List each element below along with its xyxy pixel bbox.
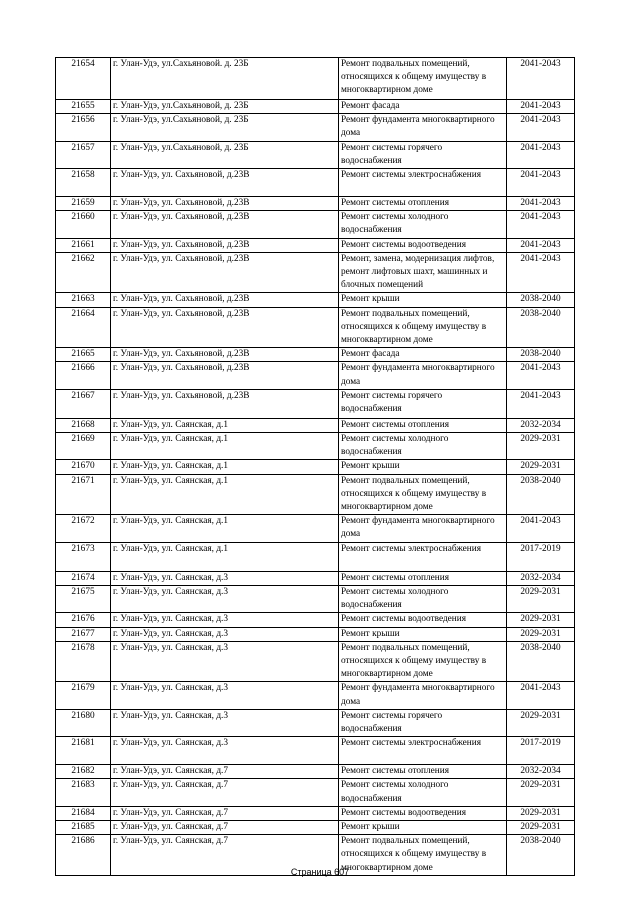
period-cell: 2041-2043 [507, 682, 575, 709]
table-row [56, 515, 575, 542]
work-type-cell: Ремонт системы горячего водоснабжения [339, 141, 507, 168]
table-row [56, 58, 575, 100]
table-body [56, 58, 575, 876]
period-cell: 2032-2034 [507, 765, 575, 779]
work-type-cell: Ремонт крыши [339, 460, 507, 474]
period-cell: 2041-2043 [507, 389, 575, 418]
period-cell: 2032-2034 [507, 418, 575, 432]
period-cell: 2041-2043 [507, 238, 575, 252]
period-cell: 2017-2019 [507, 542, 575, 571]
address-cell: г. Улан-Удэ, ул. Сахьяновой, д.23В [111, 238, 339, 252]
work-type-cell: Ремонт системы электроснабжения [339, 169, 507, 197]
record-id: 21674 [56, 571, 111, 585]
period-cell: 2041-2043 [507, 197, 575, 211]
address-cell: г. Улан-Удэ, ул. Саянская, д.1 [111, 433, 339, 460]
address-cell: г. Улан-Удэ, ул. Сахьяновой, д.23В [111, 211, 339, 238]
record-id: 21679 [56, 682, 111, 709]
address-cell: г. Улан-Удэ, ул. Саянская, д.3 [111, 709, 339, 736]
table-row [56, 238, 575, 252]
address-cell: г. Улан-Удэ, ул. Саянская, д.3 [111, 613, 339, 627]
table-row [56, 641, 575, 682]
record-id: 21681 [56, 737, 111, 765]
record-id: 21656 [56, 114, 111, 141]
table-row [56, 307, 575, 348]
address-cell: г. Улан-Удэ, ул. Саянская, д.1 [111, 542, 339, 571]
record-id: 21678 [56, 641, 111, 682]
record-id: 21671 [56, 474, 111, 515]
period-cell: 2041-2043 [507, 211, 575, 238]
table-row [56, 820, 575, 834]
page-number: Страница 607 [290, 867, 350, 877]
record-id: 21680 [56, 709, 111, 736]
address-cell: г. Улан-Удэ, ул. Сахьяновой, д.23В [111, 169, 339, 197]
table-row [56, 433, 575, 460]
work-type-cell: Ремонт системы горячего водоснабжения [339, 389, 507, 418]
address-cell: г. Улан-Удэ, ул. Саянская, д.7 [111, 820, 339, 834]
record-id: 21658 [56, 169, 111, 197]
table-row [56, 141, 575, 168]
period-cell: 2041-2043 [507, 362, 575, 389]
period-cell: 2041-2043 [507, 141, 575, 168]
table-row [56, 169, 575, 197]
work-type-cell: Ремонт системы холодного водоснабжения [339, 585, 507, 612]
address-cell: г. Улан-Удэ, ул. Сахьяновой, д.23В [111, 389, 339, 418]
address-cell: г. Улан-Удэ, ул. Сахьяновой, д.23В [111, 348, 339, 362]
work-type-cell: Ремонт подвальных помещений, относящихся к общему имуществу в многоквартирном доме [339, 58, 507, 100]
table-row [56, 362, 575, 389]
table-row [56, 418, 575, 432]
work-type-cell: Ремонт фундамента многоквартирного дома [339, 362, 507, 389]
table-row [56, 211, 575, 238]
table-row [56, 571, 575, 585]
table-row [56, 100, 575, 114]
address-cell: г. Улан-Удэ, ул. Саянская, д.1 [111, 474, 339, 515]
period-cell: 2029-2031 [507, 433, 575, 460]
table-row [56, 542, 575, 571]
address-cell: г. Улан-Удэ, ул. Саянская, д.3 [111, 571, 339, 585]
period-cell: 2038-2040 [507, 835, 575, 876]
record-id: 21665 [56, 348, 111, 362]
period-cell: 2038-2040 [507, 474, 575, 515]
period-cell: 2038-2040 [507, 293, 575, 307]
record-id: 21682 [56, 765, 111, 779]
work-type-cell: Ремонт крыши [339, 820, 507, 834]
period-cell: 2029-2031 [507, 806, 575, 820]
period-cell: 2029-2031 [507, 779, 575, 806]
record-id: 21673 [56, 542, 111, 571]
record-id: 21672 [56, 515, 111, 542]
record-id: 21666 [56, 362, 111, 389]
table-row [56, 348, 575, 362]
period-cell: 2017-2019 [507, 737, 575, 765]
address-cell: г. Улан-Удэ, ул.Сахьяновой, д. 23Б [111, 114, 339, 141]
record-id: 21667 [56, 389, 111, 418]
repair-schedule-table [55, 57, 575, 876]
table-row [56, 474, 575, 515]
table-row [56, 114, 575, 141]
work-type-cell: Ремонт системы электроснабжения [339, 542, 507, 571]
work-type-cell: Ремонт системы холодного водоснабжения [339, 433, 507, 460]
address-cell: г. Улан-Удэ, ул. Сахьяновой, д.23В [111, 293, 339, 307]
address-cell: г. Улан-Удэ, ул. Саянская, д.3 [111, 682, 339, 709]
record-id: 21654 [56, 58, 111, 100]
record-id: 21663 [56, 293, 111, 307]
table-row [56, 737, 575, 765]
record-id: 21676 [56, 613, 111, 627]
address-cell: г. Улан-Удэ, ул.Сахьяновой. д. 23Б [111, 58, 339, 100]
work-type-cell: Ремонт системы холодного водоснабжения [339, 779, 507, 806]
work-type-cell: Ремонт фундамента многоквартирного дома [339, 515, 507, 542]
table-row [56, 806, 575, 820]
work-type-cell: Ремонт системы отопления [339, 197, 507, 211]
record-id: 21662 [56, 252, 111, 293]
table-row [56, 389, 575, 418]
record-id: 21670 [56, 460, 111, 474]
address-cell: г. Улан-Удэ, ул. Саянская, д.1 [111, 515, 339, 542]
work-type-cell: Ремонт системы водоотведения [339, 613, 507, 627]
work-type-cell: Ремонт системы водоотведения [339, 238, 507, 252]
record-id: 21685 [56, 820, 111, 834]
table-row [56, 585, 575, 612]
record-id: 21659 [56, 197, 111, 211]
work-type-cell: Ремонт системы горячего водоснабжения [339, 709, 507, 736]
table-row [56, 252, 575, 293]
period-cell: 2029-2031 [507, 613, 575, 627]
period-cell: 2041-2043 [507, 100, 575, 114]
address-cell: г. Улан-Удэ, ул. Саянская, д.7 [111, 765, 339, 779]
table-row [56, 627, 575, 641]
work-type-cell: Ремонт фундамента многоквартирного дома [339, 114, 507, 141]
table-row [56, 293, 575, 307]
record-id: 21669 [56, 433, 111, 460]
work-type-cell: Ремонт системы водоотведения [339, 806, 507, 820]
record-id: 21657 [56, 141, 111, 168]
address-cell: г. Улан-Удэ, ул. Сахьяновой, д.23В [111, 252, 339, 293]
address-cell: г. Улан-Удэ, ул. Саянская, д.3 [111, 737, 339, 765]
address-cell: г. Улан-Удэ, ул. Саянская, д.7 [111, 806, 339, 820]
work-type-cell: Ремонт, замена, модернизация лифтов, ремонт лифтовых шахт, машинных и блочных помещений [339, 252, 507, 293]
work-type-cell: Ремонт подвальных помещений, относящихся к общему имуществу в многоквартирном доме [339, 641, 507, 682]
work-type-cell: Ремонт системы отопления [339, 418, 507, 432]
period-cell: 2029-2031 [507, 460, 575, 474]
period-cell: 2041-2043 [507, 114, 575, 141]
table-row [56, 613, 575, 627]
address-cell: г. Улан-Удэ, ул. Саянская, д.7 [111, 835, 339, 876]
address-cell: г. Улан-Удэ, ул. Саянская, д.1 [111, 418, 339, 432]
work-type-cell: Ремонт подвальных помещений, относящихся к общему имуществу в многоквартирном доме [339, 307, 507, 348]
address-cell: г. Улан-Удэ, ул. Сахьяновой, д.23В [111, 197, 339, 211]
address-cell: г. Улан-Удэ, ул. Саянская, д.3 [111, 627, 339, 641]
record-id: 21661 [56, 238, 111, 252]
record-id: 21683 [56, 779, 111, 806]
work-type-cell: Ремонт системы холодного водоснабжения [339, 211, 507, 238]
record-id: 21677 [56, 627, 111, 641]
work-type-cell: Ремонт фундамента многоквартирного дома [339, 682, 507, 709]
record-id: 21686 [56, 835, 111, 876]
record-id: 21660 [56, 211, 111, 238]
period-cell: 2041-2043 [507, 515, 575, 542]
period-cell: 2041-2043 [507, 169, 575, 197]
record-id: 21668 [56, 418, 111, 432]
work-type-cell: Ремонт крыши [339, 627, 507, 641]
table-row [56, 682, 575, 709]
address-cell: г. Улан-Удэ, ул. Саянская, д.3 [111, 585, 339, 612]
period-cell: 2038-2040 [507, 307, 575, 348]
address-cell: г. Улан-Удэ, ул. Саянская, д.1 [111, 460, 339, 474]
period-cell: 2041-2043 [507, 58, 575, 100]
address-cell: г. Улан-Удэ, ул. Сахьяновой, д.23В [111, 307, 339, 348]
table-row [56, 460, 575, 474]
work-type-cell: Ремонт фасада [339, 100, 507, 114]
work-type-cell: Ремонт подвальных помещений, относящихся к общему имуществу в многоквартирном доме [339, 835, 507, 876]
record-id: 21664 [56, 307, 111, 348]
work-type-cell: Ремонт системы отопления [339, 765, 507, 779]
period-cell: 2029-2031 [507, 627, 575, 641]
work-type-cell: Ремонт подвальных помещений, относящихся к общему имуществу в многоквартирном доме [339, 474, 507, 515]
address-cell: г. Улан-Удэ, ул. Саянская, д.3 [111, 641, 339, 682]
period-cell: 2029-2031 [507, 820, 575, 834]
work-type-cell: Ремонт системы отопления [339, 571, 507, 585]
table-row [56, 765, 575, 779]
address-cell: г. Улан-Удэ, ул. Саянская, д.7 [111, 779, 339, 806]
period-cell: 2029-2031 [507, 585, 575, 612]
table-row [56, 197, 575, 211]
record-id: 21684 [56, 806, 111, 820]
work-type-cell: Ремонт фасада [339, 348, 507, 362]
table-row [56, 779, 575, 806]
address-cell: г. Улан-Удэ, ул.Сахьяновой, д. 23Б [111, 141, 339, 168]
record-id: 21655 [56, 100, 111, 114]
period-cell: 2038-2040 [507, 641, 575, 682]
period-cell: 2041-2043 [507, 252, 575, 293]
work-type-cell: Ремонт системы электроснабжения [339, 737, 507, 765]
table-row [56, 709, 575, 736]
record-id: 21675 [56, 585, 111, 612]
work-type-cell: Ремонт крыши [339, 293, 507, 307]
address-cell: г. Улан-Удэ, ул. Сахьяновой, д.23В [111, 362, 339, 389]
period-cell: 2038-2040 [507, 348, 575, 362]
period-cell: 2029-2031 [507, 709, 575, 736]
address-cell: г. Улан-Удэ, ул.Сахьяновой, д. 23Б [111, 100, 339, 114]
period-cell: 2032-2034 [507, 571, 575, 585]
